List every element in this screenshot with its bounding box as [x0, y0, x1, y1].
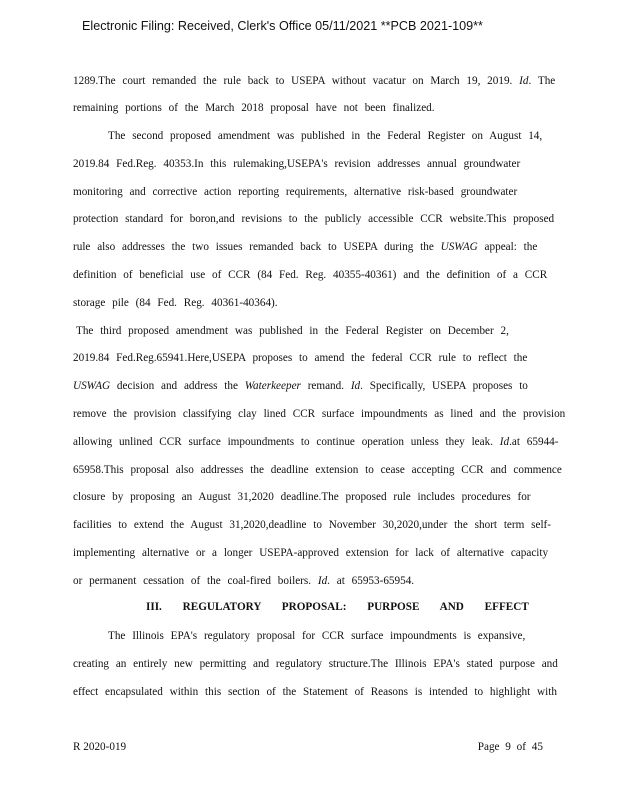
text-line: 2019.84 Fed.Reg. 40353.In this rulemaking,USEPA's revision addresses annual groundwater	[73, 158, 521, 170]
text-run: allowing unlined CCR surface impoundments to continue operation unless they leak.	[73, 436, 500, 448]
case-name: USWAG	[440, 241, 478, 253]
text-line: implementing alternative or a longer USEPA-approved extension for lack of alternative capacity	[73, 547, 549, 559]
text-line: 65958.This proposal also addresses the deadline extension to cease accepting CCR and commence	[73, 464, 562, 476]
docket-number: R 2020-019	[73, 741, 127, 753]
text-line	[73, 380, 547, 394]
case-name: USWAG	[73, 380, 111, 392]
citation-id: Id	[499, 436, 510, 448]
text-run: decision and address the	[110, 380, 245, 392]
text-line: creating an entirely new permitting and regulatory structure.The Illinois EPA's stated purpose and	[73, 658, 558, 670]
text-line: The third proposed amendment was published in the Federal Register on December 2,	[76, 325, 509, 337]
text-line: protection standard for boron,and revisions to the publicly accessible CCR website.This proposed	[73, 213, 555, 225]
text-line: closure by proposing an August 31,2020 deadline.The proposed rule includes procedures for	[73, 491, 531, 503]
text-line	[73, 436, 559, 450]
text-run: appeal: the	[477, 241, 538, 253]
text-run: rule also addresses the two issues remanded back to USEPA during the	[73, 241, 441, 253]
text-line: remaining portions of the March 2018 proposal have not been finalized.	[73, 102, 435, 114]
text-line: The Illinois EPA's regulatory proposal for CCR surface impoundments is expansive,	[108, 630, 526, 642]
text-line: 2019.84 Fed.Reg.65941.Here,USEPA proposes to amend the federal CCR rule to reflect the	[73, 352, 528, 364]
filing-stamp-header: Electronic Filing: Received, Clerk's Office 05/11/2021 **PCB 2021-109**	[82, 19, 483, 33]
text-run: . The	[528, 75, 556, 87]
text-run: .at 65944-	[509, 436, 559, 448]
citation-id: Id	[519, 75, 529, 87]
text-line: facilities to extend the August 31,2020,deadline to November 30,2020,under the short term self-	[73, 519, 551, 531]
text-line	[73, 75, 556, 89]
text-run: or permanent cessation of the coal-fired boilers.	[73, 575, 318, 587]
text-run: 1289.The court remanded the rule back to USEPA without vacatur on March 19, 2019.	[73, 75, 520, 87]
case-name: Waterkeeper	[244, 380, 301, 392]
text-line	[73, 575, 547, 589]
page-number: Page 9 of 45	[477, 741, 543, 753]
citation-id: Id	[350, 380, 361, 392]
text-line: remove the provision classifying clay lined CCR surface impoundments as lined and the provision	[73, 408, 566, 420]
text-line	[73, 241, 547, 255]
text-line: The second proposed amendment was published in the Federal Register on August 14,	[108, 130, 543, 142]
citation-id: Id	[317, 575, 328, 587]
text-run: . Specifically, USEPA proposes to	[360, 380, 528, 392]
text-line: monitoring and corrective action reporting requirements, alternative risk-based groundwater	[73, 186, 518, 198]
text-line: effect encapsulated within this section of the Statement of Reasons is intended to highlight with	[73, 686, 557, 698]
text-line: storage pile (84 Fed. Reg. 40361-40364).	[73, 297, 278, 309]
section-heading: III. REGULATORY PROPOSAL: PURPOSE AND EFFECT	[146, 601, 529, 613]
text-run: remand.	[300, 380, 351, 392]
text-line: definition of beneficial use of CCR (84 Fed. Reg. 40355-40361) and the definition of a CCR	[73, 269, 548, 281]
text-run: . at 65953-65954.	[327, 575, 415, 587]
